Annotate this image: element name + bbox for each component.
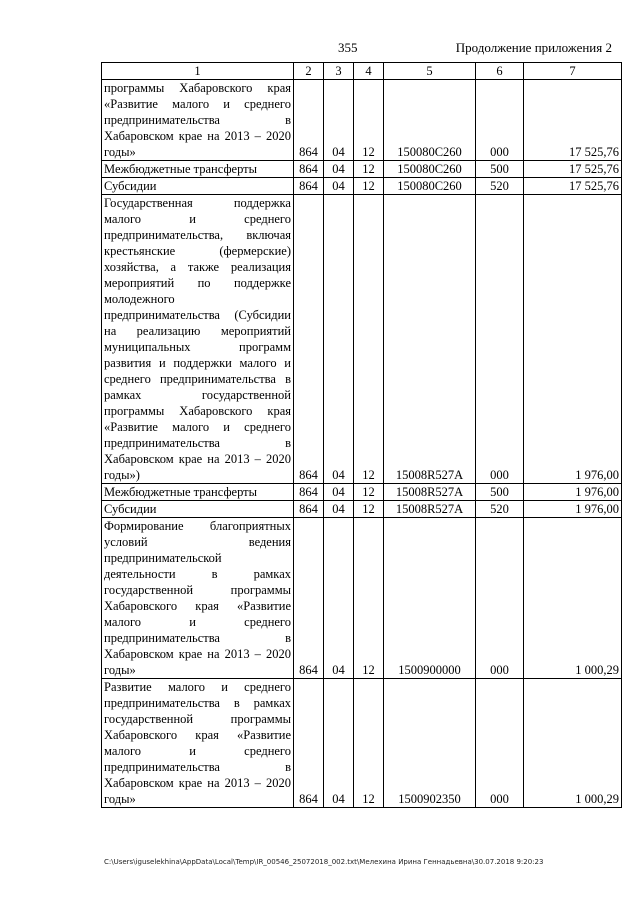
cell-target-code: 15008R527A xyxy=(384,484,476,501)
table-row xyxy=(102,679,622,808)
cell-name: Межбюджетные трансферты xyxy=(102,484,294,501)
cell-ministry: 864 xyxy=(294,518,324,679)
cell-amount: 1 976,00 xyxy=(524,484,622,501)
cell-amount: 17 525,76 xyxy=(524,178,622,195)
col-header-3: 3 xyxy=(324,63,354,80)
cell-amount: 17 525,76 xyxy=(524,161,622,178)
cell-subsection: 12 xyxy=(354,501,384,518)
cell-expense-type: 520 xyxy=(476,501,524,518)
cell-ministry: 864 xyxy=(294,178,324,195)
cell-subsection: 12 xyxy=(354,195,384,484)
continuation-note: Продолжение приложения 2 xyxy=(455,40,612,55)
cell-target-code: 1500900000 xyxy=(384,518,476,679)
table-row xyxy=(102,484,622,501)
budget-table xyxy=(101,62,622,808)
cell-section: 04 xyxy=(324,161,354,178)
cell-section: 04 xyxy=(324,501,354,518)
column-header-row xyxy=(102,63,622,80)
cell-target-code: 15008R527A xyxy=(384,195,476,484)
cell-name: Формирование благоприятных условий ведения предпринимательской деятельности в рамках государственной программы Хабаровского края «Развитие малого и среднего предпринимательства в Хабаровском крае на 2013 – 2020 годы» xyxy=(102,518,294,679)
table-row xyxy=(102,178,622,195)
table-row xyxy=(102,161,622,178)
table-row xyxy=(102,518,622,679)
cell-subsection: 12 xyxy=(354,679,384,808)
cell-target-code: 15008R527A xyxy=(384,501,476,518)
cell-target-code: 150080C260 xyxy=(384,161,476,178)
col-header-4: 4 xyxy=(354,63,384,80)
cell-section: 04 xyxy=(324,80,354,161)
cell-ministry: 864 xyxy=(294,195,324,484)
table-row xyxy=(102,195,622,484)
cell-target-code: 150080C260 xyxy=(384,80,476,161)
cell-ministry: 864 xyxy=(294,679,324,808)
cell-section: 04 xyxy=(324,178,354,195)
cell-subsection: 12 xyxy=(354,178,384,195)
cell-amount: 1 976,00 xyxy=(524,501,622,518)
col-header-7: 7 xyxy=(524,63,622,80)
cell-ministry: 864 xyxy=(294,161,324,178)
table-row xyxy=(102,501,622,518)
cell-ministry: 864 xyxy=(294,80,324,161)
cell-target-code: 150080C260 xyxy=(384,178,476,195)
cell-amount: 1 000,29 xyxy=(524,679,622,808)
file-path-footer: C:\Users\iguselekhina\AppData\Local\Temp\IR_00546_25072018_002.txt\Мелехина Ирина Геннадьевна\30.07.2018 9:20:23 xyxy=(104,858,544,866)
cell-section: 04 xyxy=(324,195,354,484)
cell-amount: 1 976,00 xyxy=(524,195,622,484)
cell-subsection: 12 xyxy=(354,518,384,679)
cell-subsection: 12 xyxy=(354,484,384,501)
table-row xyxy=(102,80,622,161)
cell-expense-type: 000 xyxy=(476,679,524,808)
cell-name: Государственная поддержка малого и среднего предпринимательства, включая крестьянские (фермерские) хозяйства, а также реализация мероприятий по поддержке молодежного предпринимательства (Субсидии на реализацию мероприятий муниципальных программ развития и поддержки малого и среднего предпринимательства в рамках государственной программы Хабаровского края «Развитие малого и среднего предпринимательства в Хабаровском крае на 2013 – 2020 годы») xyxy=(102,195,294,484)
cell-name: Развитие малого и среднего предпринимательства в рамках государственной программы Хабаровского края «Развитие малого и среднего предпринимательства в Хабаровском крае на 2013 – 2020 годы» xyxy=(102,679,294,808)
cell-subsection: 12 xyxy=(354,161,384,178)
cell-expense-type: 500 xyxy=(476,161,524,178)
cell-ministry: 864 xyxy=(294,484,324,501)
page-number: 355 xyxy=(338,40,358,55)
cell-expense-type: 520 xyxy=(476,178,524,195)
cell-expense-type: 000 xyxy=(476,518,524,679)
cell-expense-type: 500 xyxy=(476,484,524,501)
col-header-2: 2 xyxy=(294,63,324,80)
cell-expense-type: 000 xyxy=(476,195,524,484)
cell-amount: 1 000,29 xyxy=(524,518,622,679)
col-header-1: 1 xyxy=(102,63,294,80)
cell-section: 04 xyxy=(324,518,354,679)
cell-subsection: 12 xyxy=(354,80,384,161)
cell-name: Межбюджетные трансферты xyxy=(102,161,294,178)
cell-ministry: 864 xyxy=(294,501,324,518)
cell-section: 04 xyxy=(324,679,354,808)
cell-name: Субсидии xyxy=(102,178,294,195)
col-header-5: 5 xyxy=(384,63,476,80)
cell-expense-type: 000 xyxy=(476,80,524,161)
col-header-6: 6 xyxy=(476,63,524,80)
cell-name: Субсидии xyxy=(102,501,294,518)
cell-amount: 17 525,76 xyxy=(524,80,622,161)
cell-target-code: 1500902350 xyxy=(384,679,476,808)
cell-name: программы Хабаровского края «Развитие малого и среднего предпринимательства в Хабаровском крае на 2013 – 2020 годы» xyxy=(102,80,294,161)
cell-section: 04 xyxy=(324,484,354,501)
